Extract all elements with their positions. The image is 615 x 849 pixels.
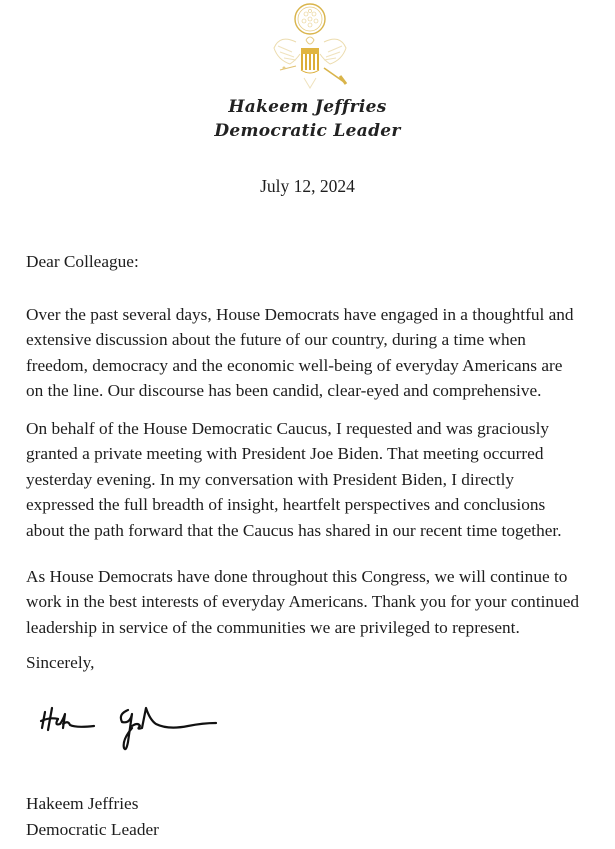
paragraph-2 (26, 416, 606, 543)
salutation: Dear Colleague: (26, 252, 139, 271)
great-seal-eagle-icon (266, 2, 354, 94)
paragraph-line: expressed the full breadth of insight, heartfelt perspectives and conclusions (26, 495, 546, 515)
paragraph-3 (26, 564, 606, 640)
letterhead-title: Democratic Leader (214, 121, 401, 141)
paragraph-line: work in the best interests of everyday Americans. Thank you for your continued (26, 592, 580, 612)
paragraph-line: leadership in service of the communities we are privileged to represent. (26, 617, 520, 637)
signatory-name: Hakeem Jeffries (26, 794, 139, 813)
closing: Sincerely, (26, 653, 95, 672)
paragraph-line: Over the past several days, House Democrats have engaged in a thoughtful and (26, 305, 574, 324)
paragraph-1 (26, 302, 606, 404)
letterhead-name: Hakeem Jeffries (228, 97, 387, 117)
paragraph-line: granted a private meeting with President Joe Biden. That meeting occurred (26, 444, 544, 464)
paragraph-line: about the path forward that the Caucus has shared in our recent time together. (26, 520, 562, 540)
paragraph-line: yesterday evening. In my conversation with President Biden, I directly (26, 469, 515, 489)
paragraph-line: on the line. Our discourse has been candid, clear-eyed and comprehensive. (26, 381, 542, 401)
paragraph-line: extensive discussion about the future of our country, during a time when (26, 330, 526, 350)
paragraph-line: As House Democrats have done throughout this Congress, we will continue to (26, 567, 568, 586)
handwritten-signature (38, 700, 223, 760)
signatory-title: Democratic Leader (26, 820, 159, 839)
paragraph-line: On behalf of the House Democratic Caucus, I requested and was graciously (26, 419, 550, 438)
paragraph-line: freedom, democracy and the economic well-being of everyday Americans are (26, 355, 563, 375)
letter-date: July 12, 2024 (260, 176, 355, 196)
